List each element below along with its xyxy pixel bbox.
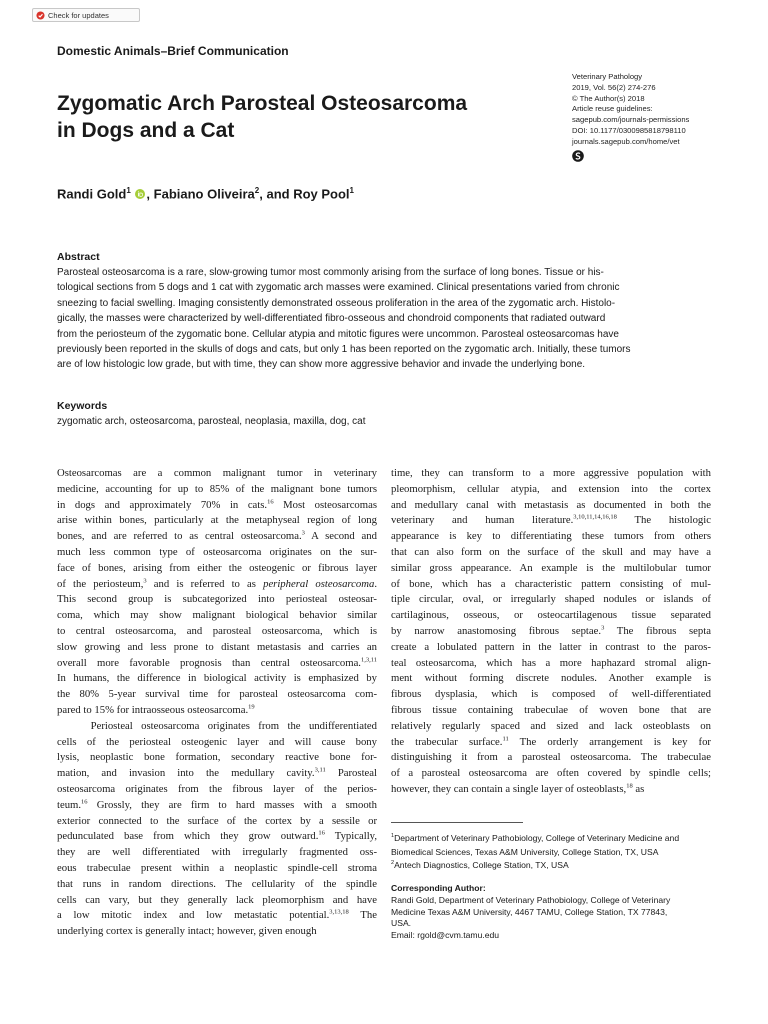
body-line [391, 750, 711, 766]
orcid-icon[interactable] [135, 189, 145, 199]
journal-home-link[interactable]: journals.sagepub.com/home/vet [572, 136, 680, 146]
body-text: Grossly, they are firm to hard masses with a smooth [87, 798, 377, 811]
body-line [391, 782, 711, 798]
body-line [391, 703, 711, 719]
corresponding-heading: Corresponding Author: [391, 883, 486, 893]
body-text: osteosarcoma originates from the fibrous layer of the perios- [57, 782, 377, 795]
body-text: distinguishing it from a parosteal osteosarcoma. The trabeculae [391, 751, 711, 764]
journal-volume: 2019, Vol. 56(2) 274-276 [572, 82, 656, 92]
body-text: however, they can contain a single layer of osteoblasts, [391, 782, 627, 795]
body-text: by narrow anastomosing fibrous septae. [391, 624, 602, 637]
body-text: lysis, neoplastic bone formation, secondary reactive bone for- [57, 751, 377, 764]
body-text: similar gross appearance. An example is the multilobular tumor [391, 561, 711, 574]
body-text: This second group is subcategorized into periosteal osteosar- [57, 593, 377, 606]
citation-ref: 19 [248, 703, 255, 711]
body-text: Osteosarcomas are a common malignant tumor in veterinary [57, 467, 377, 479]
body-line [57, 719, 377, 735]
body-text: of bone, which has a characteristic pattern consisting of mul- [391, 577, 711, 590]
body-text: The [348, 909, 377, 922]
body-line [57, 466, 377, 482]
body-text: ment without forming discrete nodules. Another example is [391, 672, 711, 685]
corresponding-line: USA. [391, 918, 412, 929]
body-text: The histologic [616, 514, 711, 527]
body-line [391, 577, 711, 593]
citation-ref: 16 [267, 498, 274, 506]
body-text: relatively regularly spaced and sized and lack osteoblasts on [391, 719, 711, 732]
check-for-updates-badge[interactable] [32, 8, 140, 22]
abstract-line: are of low histologic low grade, but with time, they can show more aggressive behavior and invade the underlying bone. [57, 359, 586, 371]
body-text: arise within bones, particularly at the metaphyseal region of long [57, 514, 377, 527]
body-text: and medullary canal with metastasis as documented in both the [391, 498, 711, 511]
footnote-divider [391, 822, 523, 823]
body-line [57, 798, 377, 814]
body-line [57, 545, 377, 561]
body-line [57, 893, 377, 909]
body-line [57, 482, 377, 498]
body-text: teal osteosarcoma, which has a more haphazard stromal align- [391, 656, 711, 669]
body-line [57, 829, 377, 845]
body-text: . [374, 577, 377, 590]
body-text: cartilaginous, osseous, or osteocartilagenous tissue separated [391, 609, 711, 622]
body-text: pared to 15% for intraosseous osteosarcoma. [57, 703, 249, 716]
body-text: cells can vary, but they generally lack pleomorphism and have [57, 893, 377, 906]
emphasis-text: peripheral osteosarcoma [263, 577, 375, 590]
author-name: , and Roy Pool [259, 186, 350, 202]
body-text: that runs in random directions. The cellularity of the spindle [57, 877, 377, 890]
author-list [57, 186, 354, 201]
author-name: , Fabiano Oliveira [146, 186, 255, 202]
title-line: in Dogs and a Cat [57, 119, 235, 142]
body-line [57, 782, 377, 798]
affiliation-marker: 1 [349, 186, 354, 195]
abstract-line: gically, the masses were characterized by well-differentiated fibro-osseous and chondroid components that radiated outward [57, 313, 606, 325]
body-line [57, 656, 377, 672]
doi-link[interactable]: DOI: 10.1177/0300985818798110 [572, 125, 686, 135]
body-text: teum. [57, 798, 82, 811]
body-text: tiple circular, oval, or irregularly shaped nodules or islands of [391, 593, 711, 606]
body-text: fibrous tissue containing trabeculae of woven bone that are [391, 703, 711, 716]
body-line [57, 687, 377, 703]
abstract-body [57, 265, 717, 373]
body-line [391, 561, 711, 577]
body-text: to central osteosarcoma, and parosteal osteosarcoma, which is [57, 624, 377, 637]
sage-logo-icon [572, 150, 584, 162]
body-line [57, 750, 377, 766]
body-column-right [391, 466, 711, 798]
body-text: slow growing and less prone to distant metastasis and carries an [57, 640, 377, 653]
body-line [57, 908, 377, 924]
affiliation-marker: 2 [254, 186, 260, 195]
body-text: underlying cortex is generally intact; however, given enough [57, 925, 317, 938]
citation-ref: 1,3,11 [360, 656, 377, 663]
body-text: exterior connected to the surface of the cortex by a sessile or [57, 814, 377, 827]
body-line [57, 561, 377, 577]
body-line [57, 608, 377, 624]
body-line [57, 671, 377, 687]
corresponding-author [391, 883, 670, 942]
badge-label: Check for updates [48, 10, 109, 20]
body-line [57, 513, 377, 529]
affiliation-text: Antech Diagnostics, College Station, TX, USA [394, 860, 569, 871]
affiliations [391, 831, 679, 872]
citation-ref: 3,10,11,14,16,18 [573, 513, 617, 521]
body-line [391, 513, 711, 529]
body-text: coma, which may show malignant biological behavior similar [57, 609, 377, 622]
body-line [391, 545, 711, 561]
citation-ref: 11 [502, 734, 509, 742]
body-line [391, 592, 711, 608]
keywords-section [57, 400, 366, 429]
body-line [57, 814, 377, 830]
body-line [57, 924, 377, 940]
body-text: much less common type of osteosarcoma originates on the sur- [57, 545, 377, 558]
body-text: A second and [304, 530, 377, 543]
body-line [391, 640, 711, 656]
body-text: in dogs and approximately 70% in cats. [57, 498, 268, 511]
body-line [57, 845, 377, 861]
affiliation-line [391, 831, 679, 845]
citation-ref: 16 [318, 829, 325, 837]
body-text: bones, and are referred to as central osteosarcoma. [57, 530, 302, 543]
body-text: eous trabeculae present within a neoplastic spindle-cell stroma [57, 861, 377, 874]
title-line: Zygomatic Arch Parosteal Osteosarcoma [57, 92, 468, 115]
body-text: pedunculated base from which they grow outward. [57, 830, 319, 843]
body-text: Most osteosarcomas [273, 498, 377, 511]
citation-ref: 3,11 [314, 766, 326, 774]
abstract-line: sneezing to facial swelling. Imaging consistently demonstrated osseous proliferation in the area of the zygomatic arch. Histolo- [57, 297, 616, 309]
body-line [391, 482, 711, 498]
body-text: face of bones, arising from either the osteogenic or fibrous layer [57, 561, 377, 574]
citation-ref: 3 [601, 624, 605, 632]
corresponding-email[interactable]: Email: rgold@cvm.tamu.edu [391, 930, 500, 941]
permissions-link[interactable]: sagepub.com/journals-permissions [572, 115, 690, 125]
affiliation-line [391, 858, 679, 872]
section-label: Domestic Animals–Brief Communication [57, 44, 289, 58]
keywords-text: zygomatic arch, osteosarcoma, parosteal, neoplasia, maxilla, dog, cat [57, 416, 366, 427]
body-line [57, 592, 377, 608]
body-column-left [57, 466, 377, 940]
citation-ref: 3 [143, 577, 147, 585]
body-text: create a lobulated pattern in the latter in contrast to the paros- [391, 640, 711, 653]
abstract-line: tological sections from 5 dogs and 1 cat with zygomatic arch masses were examined. Clinical presentations varied from chronic [57, 282, 620, 294]
body-line [57, 624, 377, 640]
body-line [57, 529, 377, 545]
citation-ref: 18 [626, 782, 633, 790]
body-line [391, 719, 711, 735]
body-text: pleomorphism, cellular atypia, and extension into the cortex [391, 482, 711, 495]
body-text: of the periosteum, [57, 577, 144, 590]
body-text: as [632, 782, 645, 795]
article-title [57, 90, 527, 144]
body-text: the 80% 5-year survival time for parosteal osteosarcoma com- [57, 688, 377, 701]
body-text: Periosteal osteosarcoma originates from the undifferentiated [57, 719, 377, 732]
body-line [391, 671, 711, 687]
body-text: they are well differentiated with irregularly fragmented oss- [57, 846, 377, 859]
body-text: Typically, [324, 830, 377, 843]
body-text: a low mitotic index and low metastatic potential. [57, 909, 330, 922]
body-text: overall more favorable prognosis than central osteosarcoma. [57, 656, 361, 669]
affiliation-line [391, 845, 679, 859]
citation-ref: 3 [301, 529, 305, 537]
body-line [57, 861, 377, 877]
body-line [391, 687, 711, 703]
reuse-label: Article reuse guidelines: [572, 104, 653, 114]
affiliation-text: Biomedical Sciences, Texas A&M University, College Station, TX, USA [391, 846, 659, 857]
body-text: time, they can transform to a more aggressive population with [391, 467, 711, 479]
abstract-line: Parosteal osteosarcoma is a rare, slow-growing tumor most commonly arising from the surface of long bones. Tissue or his- [57, 267, 604, 278]
body-text: fibrous dysplasia, which is composed of well-differentiated [391, 688, 711, 701]
body-line [57, 703, 377, 719]
body-line [391, 766, 711, 782]
body-line [391, 656, 711, 672]
body-line [391, 466, 711, 482]
body-text: mation, and invasion into the medullary cavity. [57, 767, 315, 780]
body-text: The fibrous septa [604, 624, 711, 637]
corresponding-line: Medicine Texas A&M University, 4467 TAMU, College Station, TX 77843, [391, 906, 668, 917]
body-text: veterinary and human literature. [391, 514, 574, 527]
body-line [57, 640, 377, 656]
journal-name: Veterinary Pathology [572, 72, 643, 81]
body-line [57, 766, 377, 782]
body-text: Parosteal [325, 767, 377, 780]
body-line [57, 577, 377, 593]
body-line [391, 498, 711, 514]
body-line [391, 529, 711, 545]
body-text: appearance is key to differentiating these tumors from others [391, 530, 711, 543]
keywords-heading: Keywords [57, 400, 108, 412]
body-text: the trabecular surface. [391, 735, 503, 748]
corresponding-line: Randi Gold, Department of Veterinary Pathobiology, College of Veterinary [391, 894, 671, 905]
body-text: that can also form on the surface of the skull and may have a [391, 545, 711, 558]
body-line [57, 498, 377, 514]
citation-ref: 16 [81, 798, 88, 806]
abstract-heading: Abstract [57, 251, 100, 263]
body-text: of a parosteal osteosarcoma are often covered by spindle cells; [391, 767, 711, 780]
body-text: medicine, accounting for up to 85% of the malignant bone tumors [57, 482, 377, 495]
body-text: In humans, the difference in biological activity is emphasized by [57, 672, 377, 685]
body-text: cells of the periosteal osteogenic layer and will cause bony [57, 735, 377, 748]
copyright: © The Author(s) 2018 [572, 93, 645, 103]
affiliation-marker: 1 [391, 833, 395, 839]
updates-icon [36, 11, 45, 20]
body-line [391, 624, 711, 640]
body-text: and is referred to as [146, 577, 264, 590]
body-line [57, 735, 377, 751]
body-line [391, 735, 711, 751]
affiliation-text: Department of Veterinary Pathobiology, College of Veterinary Medicine and [394, 832, 680, 843]
abstract-section [57, 251, 717, 373]
abstract-line: previously been reported in the skulls of dogs and cats, but only 1 has been reported on the zygomatic arch. Initially, these tumors [57, 344, 631, 356]
citation-ref: 3,13,18 [329, 908, 349, 916]
affiliation-marker: 1 [126, 186, 131, 195]
journal-meta [572, 72, 689, 165]
author-name: Randi Gold [57, 186, 127, 202]
body-line [391, 608, 711, 624]
body-text: The orderly arrangement is key for [508, 735, 711, 748]
body-line [57, 877, 377, 893]
affiliation-marker: 2 [391, 860, 395, 867]
abstract-line: from the periosteum of the zygomatic bone. Cellular atypia and mitotic figures were uncommon. Parosteal osteosarcomas have [57, 328, 619, 340]
